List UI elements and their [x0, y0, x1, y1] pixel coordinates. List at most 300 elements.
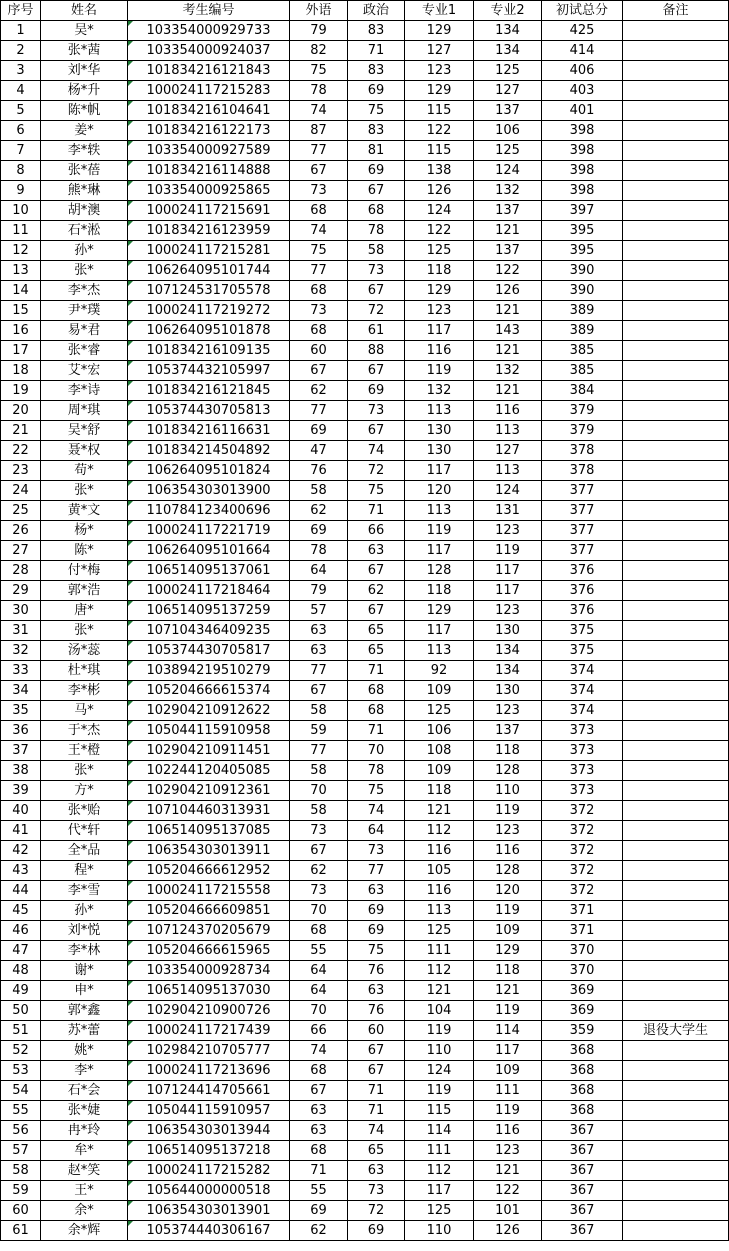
cell-name: 李*林: [41, 941, 128, 961]
cell-politics: 75: [348, 101, 405, 121]
cell-total-score: 367: [542, 1141, 623, 1161]
cell-name: 胡*澳: [41, 201, 128, 221]
table-row: [1, 261, 729, 281]
cell-exam-id: 105204666615965: [128, 941, 290, 961]
cell-exam-id: 105374430705817: [128, 641, 290, 661]
cell-exam-id: 105044115910957: [128, 1101, 290, 1121]
cell-foreign-language: 73: [290, 821, 348, 841]
cell-foreign-language: 55: [290, 941, 348, 961]
cell-total-score: 367: [542, 1201, 623, 1221]
cell-name: 李*轶: [41, 141, 128, 161]
table-row: [1, 201, 729, 221]
cell-exam-id: 102904210900726: [128, 1001, 290, 1021]
cell-foreign-language: 73: [290, 881, 348, 901]
cell-politics: 63: [348, 881, 405, 901]
cell-foreign-language: 62: [290, 1221, 348, 1241]
cell-major-2: 123: [474, 821, 542, 841]
cell-major-1: 115: [405, 141, 474, 161]
cell-remarks: [623, 141, 729, 161]
cell-major-2: 106: [474, 121, 542, 141]
cell-exam-id: 106264095101824: [128, 461, 290, 481]
cell-remarks: [623, 301, 729, 321]
cell-name: 张*茜: [41, 41, 128, 61]
cell-major-2: 127: [474, 81, 542, 101]
cell-major-2: 116: [474, 841, 542, 861]
table-row: [1, 81, 729, 101]
cell-remarks: [623, 541, 729, 561]
cell-remarks: [623, 361, 729, 381]
cell-politics: 67: [348, 421, 405, 441]
cell-index: 59: [1, 1181, 41, 1201]
cell-total-score: 367: [542, 1161, 623, 1181]
cell-major-1: 117: [405, 541, 474, 561]
cell-index: 18: [1, 361, 41, 381]
cell-remarks: [623, 161, 729, 181]
cell-name: 吴*: [41, 21, 128, 41]
table-row: [1, 181, 729, 201]
cell-foreign-language: 67: [290, 681, 348, 701]
cell-major-1: 111: [405, 1141, 474, 1161]
cell-remarks: [623, 1041, 729, 1061]
cell-total-score: 370: [542, 961, 623, 981]
header-major-2: 专业2: [474, 1, 542, 21]
table-row: [1, 1081, 729, 1101]
cell-index: 46: [1, 921, 41, 941]
cell-major-1: 129: [405, 281, 474, 301]
cell-politics: 67: [348, 1061, 405, 1081]
cell-major-1: 109: [405, 681, 474, 701]
cell-major-2: 119: [474, 1101, 542, 1121]
cell-major-1: 120: [405, 481, 474, 501]
cell-major-2: 128: [474, 861, 542, 881]
cell-major-1: 111: [405, 941, 474, 961]
cell-politics: 78: [348, 221, 405, 241]
cell-name: 熊*琳: [41, 181, 128, 201]
cell-remarks: [623, 21, 729, 41]
cell-foreign-language: 79: [290, 581, 348, 601]
cell-remarks: [623, 941, 729, 961]
cell-total-score: 377: [542, 481, 623, 501]
cell-remarks: [623, 1161, 729, 1181]
cell-name: 全*品: [41, 841, 128, 861]
cell-exam-id: 105044115910958: [128, 721, 290, 741]
cell-foreign-language: 75: [290, 61, 348, 81]
cell-exam-id: 102904210912361: [128, 781, 290, 801]
cell-name: 余*: [41, 1201, 128, 1221]
cell-foreign-language: 78: [290, 81, 348, 101]
cell-exam-id: 110784123400696: [128, 501, 290, 521]
cell-name: 王*: [41, 1181, 128, 1201]
cell-major-1: 117: [405, 321, 474, 341]
cell-major-2: 113: [474, 461, 542, 481]
cell-politics: 75: [348, 481, 405, 501]
table-row: [1, 161, 729, 181]
table-row: [1, 1161, 729, 1181]
cell-politics: 71: [348, 1081, 405, 1101]
cell-politics: 83: [348, 121, 405, 141]
cell-name: 陈*帆: [41, 101, 128, 121]
cell-major-2: 137: [474, 241, 542, 261]
cell-politics: 68: [348, 681, 405, 701]
cell-remarks: [623, 1121, 729, 1141]
cell-remarks: [623, 761, 729, 781]
cell-politics: 68: [348, 201, 405, 221]
table-row: [1, 1121, 729, 1141]
cell-major-2: 110: [474, 781, 542, 801]
cell-exam-id: 100024117215691: [128, 201, 290, 221]
cell-index: 19: [1, 381, 41, 401]
cell-remarks: [623, 501, 729, 521]
cell-name: 赵*笑: [41, 1161, 128, 1181]
cell-major-2: 137: [474, 201, 542, 221]
cell-major-1: 132: [405, 381, 474, 401]
table-row: [1, 761, 729, 781]
cell-politics: 58: [348, 241, 405, 261]
header-exam-id: 考生编号: [128, 1, 290, 21]
table-row: [1, 61, 729, 81]
cell-foreign-language: 71: [290, 1161, 348, 1181]
cell-name: 杨*升: [41, 81, 128, 101]
cell-major-2: 117: [474, 561, 542, 581]
cell-major-2: 124: [474, 161, 542, 181]
cell-exam-id: 101834216116631: [128, 421, 290, 441]
cell-politics: 73: [348, 1181, 405, 1201]
table-row: [1, 141, 729, 161]
cell-major-2: 123: [474, 1141, 542, 1161]
cell-politics: 74: [348, 441, 405, 461]
cell-politics: 75: [348, 781, 405, 801]
cell-name: 吴*舒: [41, 421, 128, 441]
cell-major-1: 118: [405, 261, 474, 281]
cell-index: 53: [1, 1061, 41, 1081]
header-total-score: 初试总分: [542, 1, 623, 21]
table-row: [1, 941, 729, 961]
cell-foreign-language: 47: [290, 441, 348, 461]
cell-remarks: [623, 421, 729, 441]
cell-exam-id: 103354000924037: [128, 41, 290, 61]
cell-politics: 63: [348, 541, 405, 561]
cell-index: 33: [1, 661, 41, 681]
cell-major-2: 134: [474, 641, 542, 661]
cell-total-score: 375: [542, 641, 623, 661]
cell-major-2: 119: [474, 801, 542, 821]
cell-politics: 63: [348, 1161, 405, 1181]
cell-exam-id: 101834216121843: [128, 61, 290, 81]
cell-total-score: 372: [542, 821, 623, 841]
cell-politics: 69: [348, 381, 405, 401]
cell-foreign-language: 60: [290, 341, 348, 361]
cell-politics: 62: [348, 581, 405, 601]
cell-name: 艾*宏: [41, 361, 128, 381]
cell-foreign-language: 59: [290, 721, 348, 741]
cell-exam-id: 101834216122173: [128, 121, 290, 141]
cell-major-2: 134: [474, 661, 542, 681]
cell-major-1: 122: [405, 121, 474, 141]
cell-major-1: 118: [405, 581, 474, 601]
cell-name: 谢*: [41, 961, 128, 981]
table-row: [1, 741, 729, 761]
cell-index: 27: [1, 541, 41, 561]
cell-exam-id: 101834216104641: [128, 101, 290, 121]
cell-name: 杜*琪: [41, 661, 128, 681]
cell-total-score: 403: [542, 81, 623, 101]
cell-politics: 77: [348, 861, 405, 881]
cell-remarks: [623, 461, 729, 481]
cell-remarks: [623, 101, 729, 121]
cell-exam-id: 102244120405085: [128, 761, 290, 781]
cell-remarks: [623, 961, 729, 981]
cell-name: 马*: [41, 701, 128, 721]
cell-index: 34: [1, 681, 41, 701]
cell-index: 28: [1, 561, 41, 581]
cell-exam-id: 101834216109135: [128, 341, 290, 361]
cell-foreign-language: 57: [290, 601, 348, 621]
cell-foreign-language: 77: [290, 741, 348, 761]
cell-exam-id: 100024117215282: [128, 1161, 290, 1181]
table-row: [1, 1061, 729, 1081]
cell-exam-id: 106514095137030: [128, 981, 290, 1001]
cell-politics: 69: [348, 921, 405, 941]
cell-major-1: 119: [405, 521, 474, 541]
cell-index: 14: [1, 281, 41, 301]
cell-name: 易*君: [41, 321, 128, 341]
cell-name: 刘*华: [41, 61, 128, 81]
cell-major-2: 130: [474, 681, 542, 701]
cell-major-1: 130: [405, 421, 474, 441]
table-row: [1, 721, 729, 741]
cell-major-1: 121: [405, 981, 474, 1001]
table-row: [1, 241, 729, 261]
cell-total-score: 369: [542, 981, 623, 1001]
cell-politics: 70: [348, 741, 405, 761]
cell-major-1: 110: [405, 1041, 474, 1061]
table-row: [1, 221, 729, 241]
cell-index: 4: [1, 81, 41, 101]
cell-major-1: 119: [405, 361, 474, 381]
cell-major-2: 130: [474, 621, 542, 641]
cell-exam-id: 100024117217439: [128, 1021, 290, 1041]
cell-major-1: 125: [405, 241, 474, 261]
cell-major-1: 118: [405, 781, 474, 801]
cell-total-score: 368: [542, 1101, 623, 1121]
cell-total-score: 368: [542, 1061, 623, 1081]
cell-remarks: [623, 41, 729, 61]
cell-foreign-language: 63: [290, 1121, 348, 1141]
cell-index: 47: [1, 941, 41, 961]
cell-total-score: 395: [542, 221, 623, 241]
cell-politics: 71: [348, 1101, 405, 1121]
cell-remarks: 退役大学生: [623, 1021, 729, 1041]
cell-remarks: [623, 681, 729, 701]
cell-foreign-language: 55: [290, 1181, 348, 1201]
cell-exam-id: 106264095101878: [128, 321, 290, 341]
table-row: [1, 1221, 729, 1241]
cell-major-2: 121: [474, 221, 542, 241]
cell-politics: 73: [348, 401, 405, 421]
cell-name: 孙*: [41, 241, 128, 261]
cell-index: 60: [1, 1201, 41, 1221]
cell-major-1: 112: [405, 1161, 474, 1181]
cell-total-score: 376: [542, 561, 623, 581]
cell-index: 26: [1, 521, 41, 541]
table-row: [1, 101, 729, 121]
cell-politics: 83: [348, 61, 405, 81]
cell-politics: 67: [348, 361, 405, 381]
cell-index: 52: [1, 1041, 41, 1061]
cell-index: 11: [1, 221, 41, 241]
cell-index: 42: [1, 841, 41, 861]
cell-total-score: 395: [542, 241, 623, 261]
cell-exam-id: 106354303013901: [128, 1201, 290, 1221]
header-major-1: 专业1: [405, 1, 474, 21]
cell-politics: 88: [348, 341, 405, 361]
cell-major-2: 143: [474, 321, 542, 341]
cell-major-2: 121: [474, 381, 542, 401]
cell-major-1: 128: [405, 561, 474, 581]
cell-remarks: [623, 741, 729, 761]
cell-index: 15: [1, 301, 41, 321]
cell-total-score: 376: [542, 581, 623, 601]
cell-name: 申*: [41, 981, 128, 1001]
table-row: [1, 801, 729, 821]
cell-major-1: 130: [405, 441, 474, 461]
cell-name: 陈*: [41, 541, 128, 561]
cell-major-1: 129: [405, 81, 474, 101]
cell-politics: 71: [348, 661, 405, 681]
cell-index: 24: [1, 481, 41, 501]
cell-total-score: 379: [542, 401, 623, 421]
cell-politics: 64: [348, 821, 405, 841]
header-foreign-language: 外语: [290, 1, 348, 21]
cell-name: 石*会: [41, 1081, 128, 1101]
cell-remarks: [623, 181, 729, 201]
cell-politics: 65: [348, 1141, 405, 1161]
table-row: [1, 301, 729, 321]
cell-exam-id: 101834214504892: [128, 441, 290, 461]
table-row: [1, 901, 729, 921]
cell-name: 苏*蕾: [41, 1021, 128, 1041]
table-row: [1, 981, 729, 1001]
cell-name: 牟*: [41, 1141, 128, 1161]
cell-total-score: 374: [542, 681, 623, 701]
cell-index: 30: [1, 601, 41, 621]
cell-major-2: 122: [474, 261, 542, 281]
cell-major-2: 132: [474, 361, 542, 381]
cell-exam-id: 107124414705661: [128, 1081, 290, 1101]
cell-major-2: 118: [474, 741, 542, 761]
cell-name: 孙*: [41, 901, 128, 921]
cell-total-score: 398: [542, 121, 623, 141]
cell-index: 29: [1, 581, 41, 601]
cell-major-1: 117: [405, 1181, 474, 1201]
cell-exam-id: 107124370205679: [128, 921, 290, 941]
table-row: [1, 421, 729, 441]
cell-major-2: 123: [474, 701, 542, 721]
cell-remarks: [623, 661, 729, 681]
cell-politics: 76: [348, 961, 405, 981]
cell-major-1: 116: [405, 841, 474, 861]
cell-total-score: 425: [542, 21, 623, 41]
cell-total-score: 389: [542, 301, 623, 321]
cell-remarks: [623, 581, 729, 601]
cell-remarks: [623, 861, 729, 881]
cell-exam-id: 105374440306167: [128, 1221, 290, 1241]
cell-exam-id: 107104460313931: [128, 801, 290, 821]
cell-politics: 69: [348, 1221, 405, 1241]
table-row: [1, 341, 729, 361]
cell-remarks: [623, 221, 729, 241]
cell-major-1: 129: [405, 601, 474, 621]
cell-major-2: 123: [474, 521, 542, 541]
cell-name: 张*: [41, 761, 128, 781]
cell-major-1: 125: [405, 921, 474, 941]
cell-exam-id: 103354000929733: [128, 21, 290, 41]
table-row: [1, 461, 729, 481]
cell-foreign-language: 63: [290, 641, 348, 661]
cell-total-score: 390: [542, 261, 623, 281]
cell-name: 姚*: [41, 1041, 128, 1061]
cell-foreign-language: 67: [290, 841, 348, 861]
cell-total-score: 373: [542, 761, 623, 781]
cell-politics: 68: [348, 701, 405, 721]
cell-politics: 75: [348, 941, 405, 961]
header-row: [1, 1, 729, 21]
cell-foreign-language: 64: [290, 981, 348, 1001]
cell-politics: 73: [348, 841, 405, 861]
cell-index: 13: [1, 261, 41, 281]
cell-total-score: 401: [542, 101, 623, 121]
cell-name: 张*婕: [41, 1101, 128, 1121]
cell-total-score: 398: [542, 161, 623, 181]
cell-name: 郭*浩: [41, 581, 128, 601]
cell-total-score: 414: [542, 41, 623, 61]
cell-remarks: [623, 61, 729, 81]
cell-major-2: 119: [474, 541, 542, 561]
cell-remarks: [623, 721, 729, 741]
cell-total-score: 389: [542, 321, 623, 341]
cell-total-score: 398: [542, 181, 623, 201]
cell-politics: 69: [348, 81, 405, 101]
cell-remarks: [623, 841, 729, 861]
cell-index: 56: [1, 1121, 41, 1141]
cell-major-1: 129: [405, 21, 474, 41]
cell-total-score: 372: [542, 861, 623, 881]
cell-major-1: 105: [405, 861, 474, 881]
cell-remarks: [623, 601, 729, 621]
cell-foreign-language: 77: [290, 401, 348, 421]
cell-major-1: 113: [405, 401, 474, 421]
cell-total-score: 378: [542, 441, 623, 461]
cell-foreign-language: 78: [290, 541, 348, 561]
cell-foreign-language: 70: [290, 781, 348, 801]
cell-name: 张*: [41, 621, 128, 641]
cell-remarks: [623, 821, 729, 841]
cell-exam-id: 100024117218464: [128, 581, 290, 601]
table-row: [1, 321, 729, 341]
cell-index: 41: [1, 821, 41, 841]
cell-major-2: 127: [474, 441, 542, 461]
cell-foreign-language: 75: [290, 241, 348, 261]
cell-foreign-language: 70: [290, 901, 348, 921]
table-row: [1, 701, 729, 721]
cell-major-2: 113: [474, 421, 542, 441]
cell-total-score: 397: [542, 201, 623, 221]
cell-major-2: 125: [474, 141, 542, 161]
cell-name: 周*琪: [41, 401, 128, 421]
cell-total-score: 376: [542, 601, 623, 621]
cell-politics: 78: [348, 761, 405, 781]
cell-major-2: 101: [474, 1201, 542, 1221]
